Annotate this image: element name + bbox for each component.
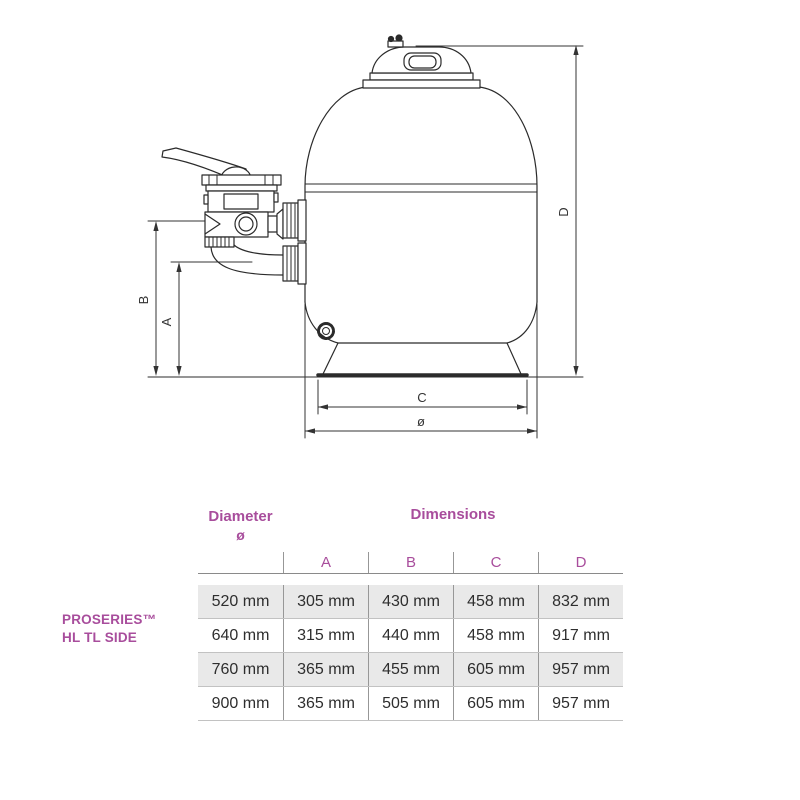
cell-a: 305 mm — [283, 585, 368, 618]
cell-a: 365 mm — [283, 653, 368, 686]
column-header-b: B — [368, 552, 453, 573]
cell-c: 605 mm — [453, 687, 538, 720]
air-release-valve — [388, 35, 403, 47]
cell-a: 315 mm — [283, 619, 368, 652]
valve-body — [202, 175, 283, 239]
cell-diameter: 520 mm — [211, 592, 270, 610]
union-lower — [283, 243, 306, 284]
column-header-row — [198, 552, 623, 574]
dimension-a — [159, 262, 252, 376]
table-body — [198, 585, 623, 721]
table-row — [198, 652, 623, 686]
dimension-c — [318, 380, 527, 414]
tank-lid — [363, 35, 480, 88]
table-row — [198, 686, 623, 720]
column-header-empty — [198, 552, 283, 573]
union-upper — [283, 200, 306, 241]
header-dimensions: Dimensions — [410, 506, 496, 523]
cell-c: 458 mm — [453, 585, 538, 618]
column-header-a: A — [283, 552, 368, 573]
dim-label-a: A — [159, 317, 174, 327]
multiport-valve — [162, 148, 306, 284]
table-row — [198, 585, 623, 618]
dim-label-b: B — [136, 295, 151, 305]
dimension-b — [136, 221, 205, 376]
cell-c: 605 mm — [453, 653, 538, 686]
dim-label-d: D — [556, 207, 571, 217]
drain-cap — [319, 324, 334, 339]
dimension-table — [198, 505, 623, 721]
product-name — [62, 611, 212, 647]
cell-d: 917 mm — [538, 619, 623, 652]
cell-d: 832 mm — [538, 585, 623, 618]
header-diameter-symbol: ø — [236, 526, 245, 543]
dim-label-diameter: ø — [417, 414, 425, 429]
cell-diameter: 900 mm — [211, 694, 270, 712]
column-header-d: D — [538, 552, 623, 573]
cell-b: 455 mm — [368, 653, 453, 686]
cell-b: 505 mm — [368, 687, 453, 720]
cell-c: 458 mm — [453, 619, 538, 652]
column-header-c: C — [453, 552, 538, 573]
cell-b: 430 mm — [368, 585, 453, 618]
cell-d: 957 mm — [538, 687, 623, 720]
dimension-diameter — [305, 304, 537, 438]
table-header — [198, 505, 623, 574]
cell-d: 957 mm — [538, 653, 623, 686]
cell-diameter: 760 mm — [211, 660, 270, 678]
dim-label-c: C — [417, 390, 427, 405]
cell-b: 440 mm — [368, 619, 453, 652]
header-diameter-label: Diameter — [208, 508, 273, 525]
filter-tank — [305, 87, 537, 375]
cell-a: 365 mm — [283, 687, 368, 720]
drain-pipe — [205, 237, 283, 275]
header-diameter — [198, 508, 283, 544]
product-name-line2: HL TL SIDE — [62, 630, 138, 646]
table-row — [198, 618, 623, 652]
product-name-line1: PROSERIES™ — [62, 612, 157, 627]
cell-diameter: 640 mm — [211, 626, 270, 644]
